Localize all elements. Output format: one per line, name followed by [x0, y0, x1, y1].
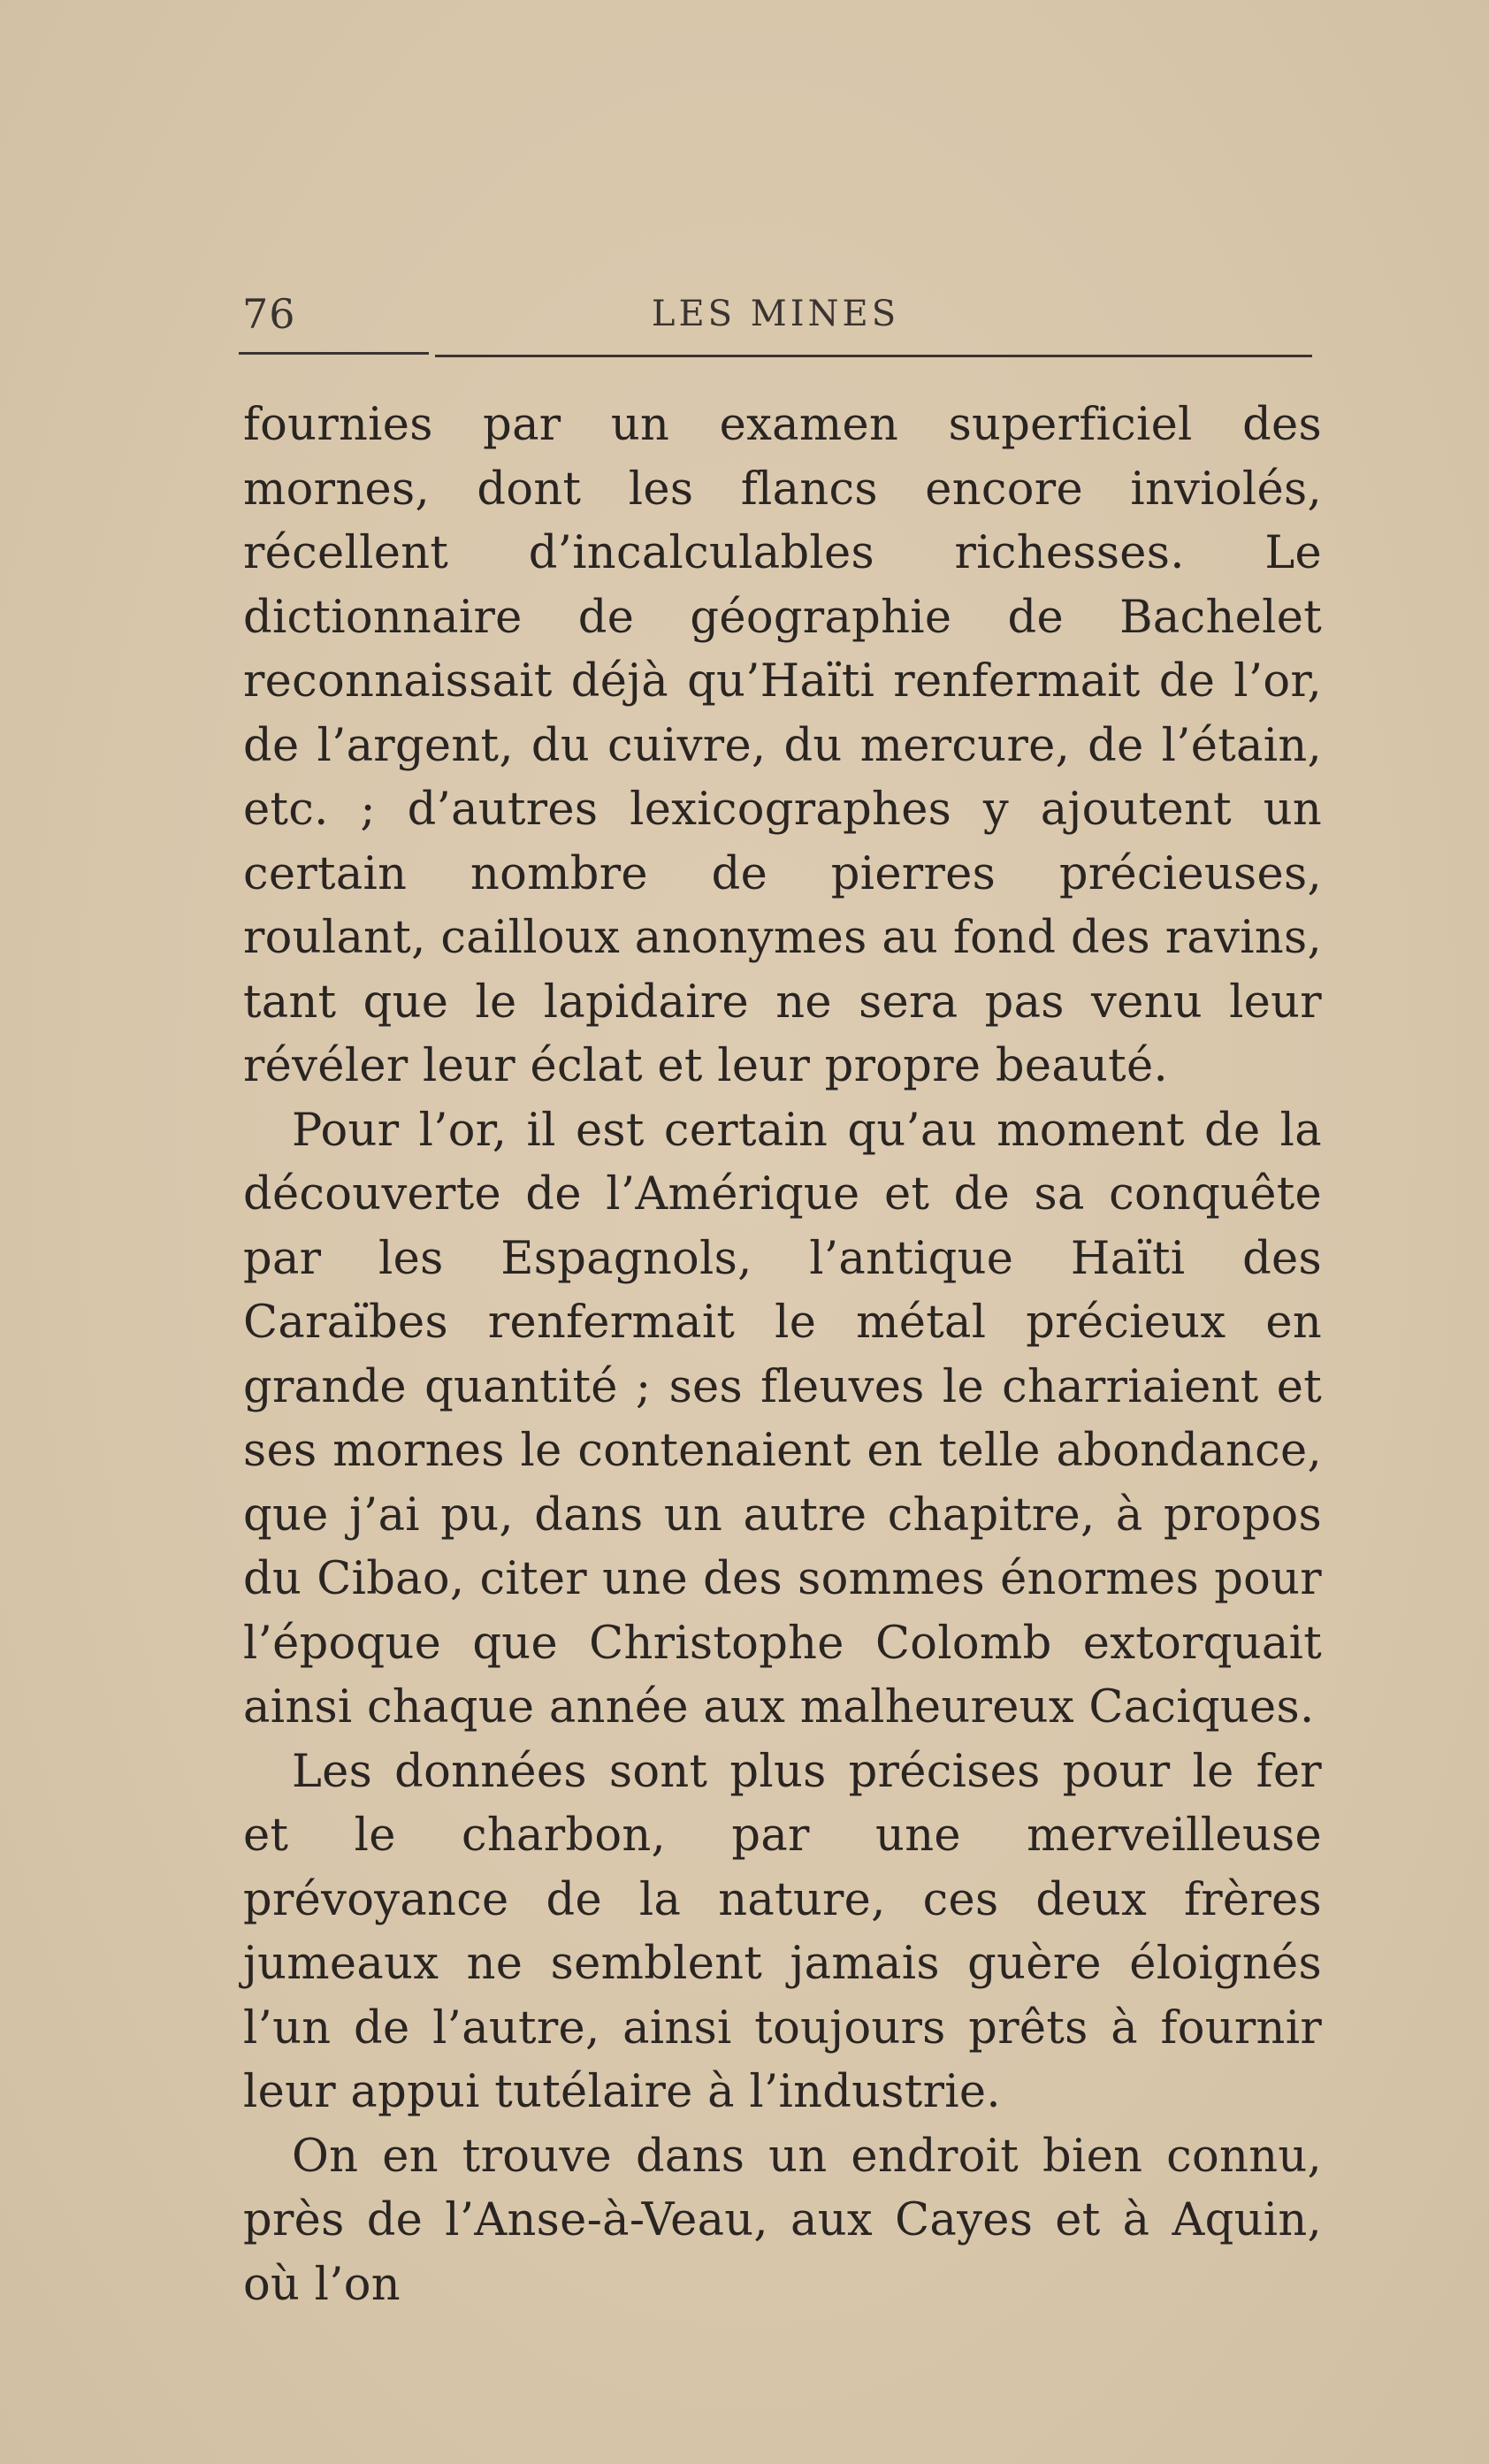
page-number: 76 [242, 290, 296, 338]
header-rule-right [435, 355, 1312, 357]
paragraph-gold: Pour l’or, il est certain qu’au moment de la découverte de l’Amérique et de sa conquête par les Espagnols, l’antique Haïti des Caraïbes renfermait le métal précieux en grande quantité ; ses fleuves le charriaient et ses mornes le contenaient en telle abondance, que j’ai pu, dans un autre chapitre, à propos du Cibao, citer une des sommes énormes pour l’époque que Christophe Colomb extorquait ainsi chaque année aux malheureux Caciques. [243, 1104, 1322, 1733]
page-header [239, 290, 1312, 361]
header-rule-left [239, 352, 429, 355]
paragraph-continued: fournies par un examen superficiel des mornes, dont les flancs encore inviolés, récellent d’incalculables richesses. Le dictionnaire de géographie de Bachelet reconnaissait déjà qu’Haïti renfermait de l’or, de l’argent, du cuivre, du mercure, de l’étain, etc. ; d’autres lexicographes y ajoutent un certain nombre de pierres précieuses, roulant, cailloux anonymes au fond des ravins, tant que le lapidaire ne sera pas venu leur révéler leur éclat et leur propre beauté. [243, 399, 1322, 1092]
paragraph-iron-coal: Les données sont plus précises pour le fer et le charbon, par une merveilleuse prévoyance de la nature, ces deux frères jumeaux ne semblent jamais guère éloignés l’un de l’autre, ainsi toujours prêts à fournir leur appui tutélaire à l’industrie. [243, 1745, 1322, 2118]
paragraph-locations: On en trouve dans un endroit bien connu, près de l’Anse-à-Veau, aux Cayes et à Aquin, où l’on [243, 2130, 1322, 2311]
running-title: LES MINES [651, 294, 900, 334]
body-text [243, 394, 1322, 2317]
